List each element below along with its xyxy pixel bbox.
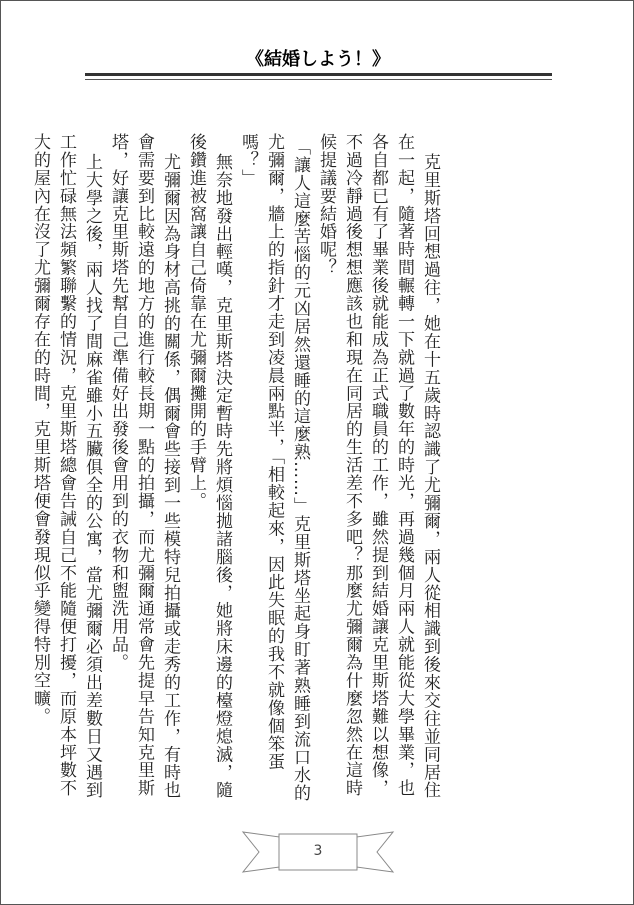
header-rule-thick: [85, 73, 552, 76]
vertical-body-text: [30, 133, 443, 803]
paragraph-5: 上大學之後，兩人找了間麻雀雖小五臟俱全的公寓，當尤彌爾必須出差數日又遇到工作忙碌無法頻繁聯繫的情況，克里斯塔總會告誡自己不能隨便打擾，而原本坪數不大的屋內在沒了尤彌爾存在的時間，克里斯塔便會發現似乎變得特別空曠。: [30, 133, 102, 800]
paragraph-4: 尤彌爾因為身材高挑的關係，偶爾會些接到一些模特兒拍攝或走秀的工作，有時也會需要到比較遠的地方的進行較長期一點的拍攝，而尤彌爾通常會先提早告知克里斯塔，好讓克里斯塔先幫自己準備好出發後會用到的衣物和盥洗用品。: [108, 133, 180, 800]
paragraph-3: 無奈地發出輕嘆，克里斯塔決定暫時先將煩惱拋諸腦後，她將床邊的檯燈熄滅，隨後鑽進被窩讓自己倚靠在尤彌爾攤開的手臂上。: [186, 133, 232, 800]
page-number: 3: [313, 843, 323, 859]
chapter-title: 《結婚しよう！》: [246, 49, 390, 70]
paragraph-6: [0, 133, 1, 803]
header-rule-thin: [85, 79, 552, 80]
paragraph-1: 克里斯塔回想過往，她在十五歲時認識了尤彌爾，兩人從相識到後來交往並同居住在一起，隨著時間輾轉一下就過了數年的時光，再過幾個月兩人就能從大學畢業，也各自都已有了畢業後就能成為正式職員的工作，雖然提到結婚讓克里斯塔難以想像，不過冷靜過後想想應該也和現在同居的生活差不多吧？那麼尤彌爾為什麼忽然在這時候提議要結婚呢？: [316, 133, 440, 800]
paragraph-2: 「讓人這麼苦惱的元凶居然還睡的這麼熟……」克里斯塔坐起身盯著熟睡到流口水的尤彌爾，牆上的指針才走到凌晨兩點半，「相較起來，因此失眠的我不就像個笨蛋嗎？」: [238, 133, 310, 803]
